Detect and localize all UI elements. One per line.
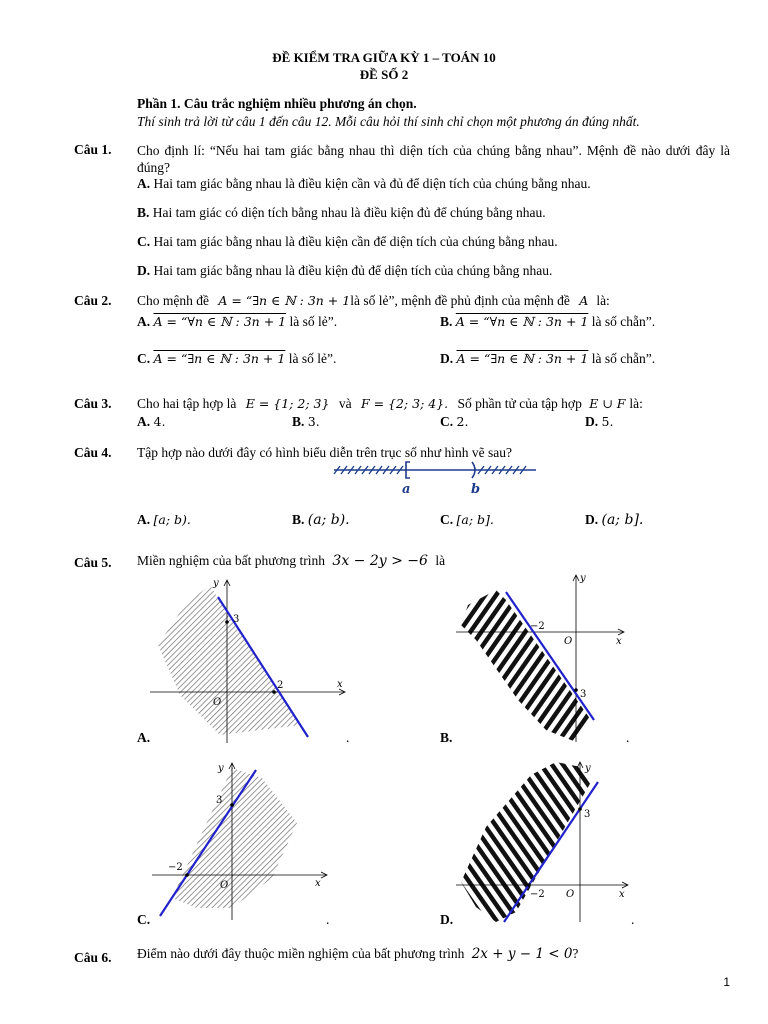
svg-text:O: O	[566, 889, 575, 900]
svg-text:x: x	[619, 889, 625, 900]
option-text: Hai tam giác bằng nhau là điều kiện cần và đủ để diện tích của chúng bằng nhau.	[153, 176, 591, 191]
number-line-figure	[330, 458, 540, 496]
period: .	[626, 730, 630, 745]
option-text: Hai tam giác bằng nhau là điều kiện cần để diện tích của chúng bằng nhau.	[153, 234, 558, 249]
question-label: Câu 1.	[74, 142, 112, 157]
svg-text:−2: −2	[168, 862, 183, 873]
question-stem: Cho mệnh đề A = “∃n ∈ ℕ : 3n + 1là số lẻ”, mệnh đề phủ định của mệnh đề A là:	[137, 293, 610, 308]
svg-text:y: y	[585, 763, 591, 774]
question-stem: Tập hợp nào dưới đây có hình biểu diễn trên trục số như hình vẽ sau?	[137, 445, 512, 460]
math-variable: A	[579, 293, 589, 308]
option-key: A.	[137, 176, 151, 191]
svg-text:O: O	[213, 697, 222, 708]
question-stem: Cho hai tập hợp là E = {1; 2; 3} và F = {2; 3; 4}. Số phần tử của tập hợp E ∪ F là:	[137, 396, 643, 411]
option-a: A. [a; b).	[137, 512, 191, 527]
option-key: C.	[137, 234, 151, 249]
part-instruction: Thí sinh trả lời từ câu 1 đến câu 12. Mỗi câu hỏi thí sinh chỉ chọn một phương án đúng nhất.	[137, 114, 640, 129]
question-label: Câu 3.	[74, 396, 112, 411]
option-c: C. [a; b].	[440, 512, 494, 527]
graph-d	[456, 757, 636, 925]
set-f: F = {2; 3; 4}.	[360, 396, 449, 411]
part-heading: Phần 1. Câu trắc nghiệm nhiều phương án chọn.	[137, 96, 417, 111]
option-c	[137, 234, 558, 250]
negated-proposition: A = “∀n ∈ ℕ : 3n + 1	[455, 314, 589, 329]
question-label: Câu 5.	[74, 555, 112, 570]
option-c: C. A = “∃n ∈ ℕ : 3n + 1 là số lẻ”.	[137, 351, 337, 366]
shaded-region	[461, 590, 591, 742]
graph-a	[150, 575, 350, 745]
svg-text:3: 3	[584, 809, 591, 820]
inequality: 3x − 2y > −6	[332, 553, 428, 569]
negated-proposition: A = “∃n ∈ ℕ : 3n + 1	[456, 351, 589, 366]
label-b: b	[471, 482, 481, 496]
inequality: 2x + y − 1 < 0	[471, 946, 573, 962]
graph-key: A.	[137, 730, 151, 745]
svg-text:x: x	[315, 878, 321, 889]
question-label: Câu 4.	[74, 445, 112, 460]
question-stem: Điểm nào dưới đây thuộc miền nghiệm của bất phương trình 2x + y − 1 < 0?	[137, 946, 579, 962]
svg-text:3: 3	[580, 689, 587, 700]
option-b: B. (a; b).	[292, 512, 350, 528]
option-a	[137, 176, 591, 192]
graph-c	[152, 758, 332, 923]
svg-text:x: x	[337, 679, 343, 690]
option-text: Hai tam giác có diện tích bằng nhau là điều kiện đủ để chúng bằng nhau.	[152, 205, 546, 220]
period: .	[631, 912, 635, 927]
option-d: D. A = “∃n ∈ ℕ : 3n + 1 là số chẵn”.	[440, 351, 656, 366]
option-b	[137, 205, 546, 221]
label-a: a	[402, 482, 411, 496]
exam-subtitle: ĐỀ SỐ 2	[359, 67, 409, 82]
set-e: E = {1; 2; 3}	[245, 396, 330, 411]
svg-text:y: y	[213, 578, 219, 589]
svg-text:−2: −2	[530, 621, 545, 632]
option-text: Hai tam giác bằng nhau là điều kiện đủ để diện tích của chúng bằng nhau.	[153, 263, 553, 278]
exam-title: ĐỀ KIỂM TRA GIỮA KỲ 1 – TOÁN 10	[272, 50, 496, 65]
option-key: D.	[137, 263, 151, 278]
shaded-region	[158, 585, 300, 735]
option-a: A. 4.	[137, 414, 166, 429]
graph-b	[456, 570, 631, 745]
graph-key: C.	[137, 912, 151, 927]
graph-key: D.	[440, 912, 454, 927]
shaded-region	[172, 768, 297, 908]
option-b: B. 3.	[292, 414, 320, 429]
page-number: 1	[723, 975, 730, 989]
svg-text:y: y	[580, 573, 586, 584]
question-stem: Miền nghiệm của bất phương trình 3x − 2y > −6 là	[137, 553, 446, 569]
svg-text:y: y	[218, 763, 224, 774]
option-d	[137, 263, 552, 279]
svg-text:O: O	[564, 636, 573, 647]
svg-text:−2: −2	[530, 889, 545, 900]
period: .	[346, 730, 350, 745]
negated-proposition: A = “∀n ∈ ℕ : 3n + 1	[153, 314, 287, 329]
svg-text:O: O	[220, 880, 229, 891]
svg-text:3: 3	[233, 614, 240, 625]
option-key: B.	[137, 205, 150, 220]
question-label: Câu 2.	[74, 293, 112, 308]
option-d: D. 5.	[585, 414, 614, 429]
option-b: B. A = “∀n ∈ ℕ : 3n + 1 là số chẵn”.	[440, 314, 656, 329]
svg-text:3: 3	[216, 795, 223, 806]
question-label: Câu 6.	[74, 950, 112, 965]
period: .	[326, 912, 330, 927]
math-expression: A = “∃n ∈ ℕ : 3n + 1	[218, 293, 351, 308]
question-stem: Cho định lí: “Nếu hai tam giác bằng nhau thì diện tích của chúng bằng nhau”. Mệnh đề nào dưới đây là đúng?	[137, 143, 730, 175]
svg-text:x: x	[616, 636, 622, 647]
graph-key: B.	[440, 730, 453, 745]
option-c: C. 2.	[440, 414, 469, 429]
option-d: D. (a; b].	[585, 512, 644, 528]
set-union: E ∪ F	[589, 396, 626, 411]
option-a: A. A = “∀n ∈ ℕ : 3n + 1 là số lẻ”.	[137, 314, 338, 329]
svg-text:2: 2	[277, 680, 284, 691]
negated-proposition: A = “∃n ∈ ℕ : 3n + 1	[153, 351, 286, 366]
